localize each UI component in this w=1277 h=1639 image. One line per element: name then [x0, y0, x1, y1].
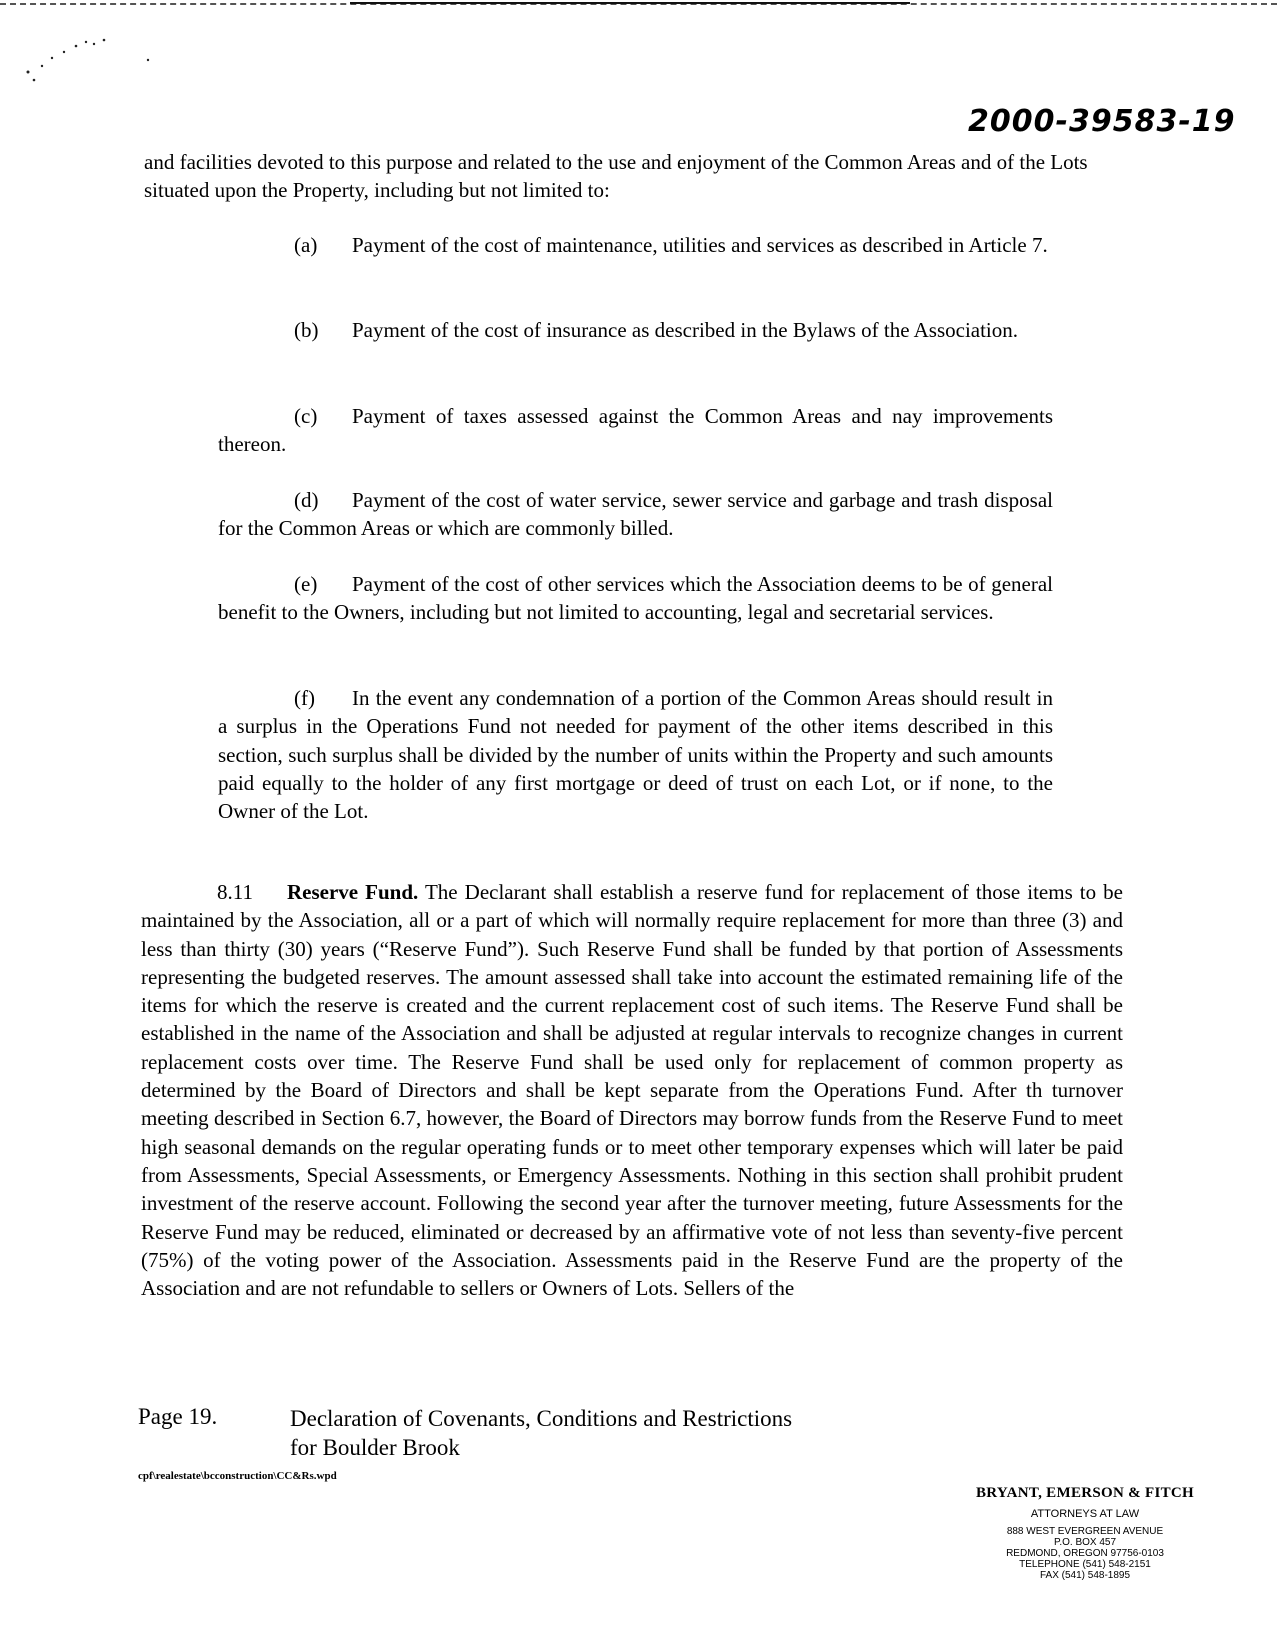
address-line: 888 WEST EVERGREEN AVENUE — [1006, 1526, 1164, 1537]
item-marker: (f) — [294, 686, 315, 710]
address-line: P.O. BOX 457 — [1053, 1537, 1117, 1548]
item-marker: (a) — [294, 233, 318, 257]
item-text: Payment of the cost of other services which the Association deems to be of general benefit to the Owners, including but not limited to accounting, legal and secretarial services. — [218, 572, 1053, 625]
list-item-f — [218, 684, 1053, 825]
firm-address — [930, 1526, 1240, 1581]
address-line: FAX (541) 548-1895 — [1039, 1570, 1131, 1581]
list-item-a — [218, 231, 1053, 259]
item-marker: (b) — [294, 318, 319, 342]
list-item-c — [218, 402, 1053, 459]
top-scan-border-solid — [350, 2, 910, 4]
address-line: REDMOND, OREGON 97756-0103 — [1006, 1548, 1164, 1559]
footer-title-line-2: for Boulder Brook — [290, 1435, 460, 1460]
footer-page-number: Page 19. — [138, 1404, 218, 1429]
item-text: In the event any condemnation of a portion of the Common Areas should result in a surplus in the Operations Fund not needed for payment of the other items described in this section, such surplus shall be divided by the number of units within the Property and such amounts paid equally to the holder of any first mortgage or deed of trust on each Lot, or if none, to the Owner of the Lot. — [218, 686, 1053, 824]
scan-specks — [20, 30, 160, 90]
item-text: Payment of taxes assessed against the Common Areas and nay improvements thereon. — [218, 404, 1053, 457]
list-item-b — [218, 316, 1053, 344]
firm-subtitle: ATTORNEYS AT LAW — [1030, 1508, 1140, 1520]
law-firm-block — [930, 1485, 1240, 1581]
list-item-d — [218, 486, 1053, 543]
firm-name: BRYANT, EMERSON & FITCH — [975, 1485, 1195, 1501]
section-text: The Declarant shall establish a reserve fund for replacement of those items to be maintained by the Association, all or a part of which will normally require replacement for more than three (3) and less than thirty (30) years (“Reserve Fund”). Such Reserve Fund shall be funded by that portion of Assessments representing the budgeted reserves. The amount assessed shall take into account the estimated remaining life of the items for which the reserve is created and the current replacement cost of such items. The Reserve Fund shall be established in the name of the Association and shall be adjusted at regular intervals to recognize changes in current replacement costs over time. The Reserve Fund shall be used only for replacement of common property as determined by the Board of Directors and shall be kept separate from the Operations Fund. After th turnover meeting described in Section 6.7, however, the Board of Directors may borrow funds from the Reserve Fund to meet high seasonal demands on the regular operating funds or to meet other temporary expenses which will later be paid from Assessments, Special Assessments, or Emergency Assessments. Nothing in this section shall prohibit prudent investment of the reserve account. Following the second year after the turnover meeting, future Assessments for the Reserve Fund may be reduced, eliminated or decreased by an affirmative vote of not less than seventy-five percent (75%) of the voting power of the Association. Assessments paid in the Reserve Fund are the property of the Association and are not refundable to sellers or Owners of Lots. Sellers of the — [141, 880, 1123, 1301]
footer-file-path: cpf\realestate\bcconstruction\CC&Rs.wpd — [138, 1470, 337, 1482]
item-marker: (e) — [294, 572, 318, 596]
item-text: Payment of the cost of water service, sewer service and garbage and trash disposal for the Common Areas or which are commonly billed. — [218, 488, 1053, 541]
section-number: 8.11 — [217, 880, 253, 904]
section-title: Reserve Fund. — [287, 880, 419, 904]
section-8-11-paragraph — [141, 878, 1123, 1302]
footer-title-line-1: Declaration of Covenants, Conditions and Restrictions — [290, 1406, 793, 1431]
list-item-e — [218, 570, 1053, 627]
address-line: TELEPHONE (541) 548-2151 — [1019, 1559, 1151, 1570]
document-number-stamp: 2000-39583-19 — [968, 104, 1236, 139]
intro-paragraph: and facilities devoted to this purpose and related to the use and enjoyment of the Common Areas and of the Lots situated upon the Property, including but not limited to: — [144, 150, 1088, 203]
item-marker: (c) — [294, 404, 318, 428]
item-text: Payment of the cost of maintenance, utilities and services as described in Article 7. — [352, 233, 1048, 257]
item-marker: (d) — [294, 488, 319, 512]
item-text: Payment of the cost of insurance as described in the Bylaws of the Association. — [352, 318, 1019, 342]
footer-document-title — [290, 1404, 792, 1462]
